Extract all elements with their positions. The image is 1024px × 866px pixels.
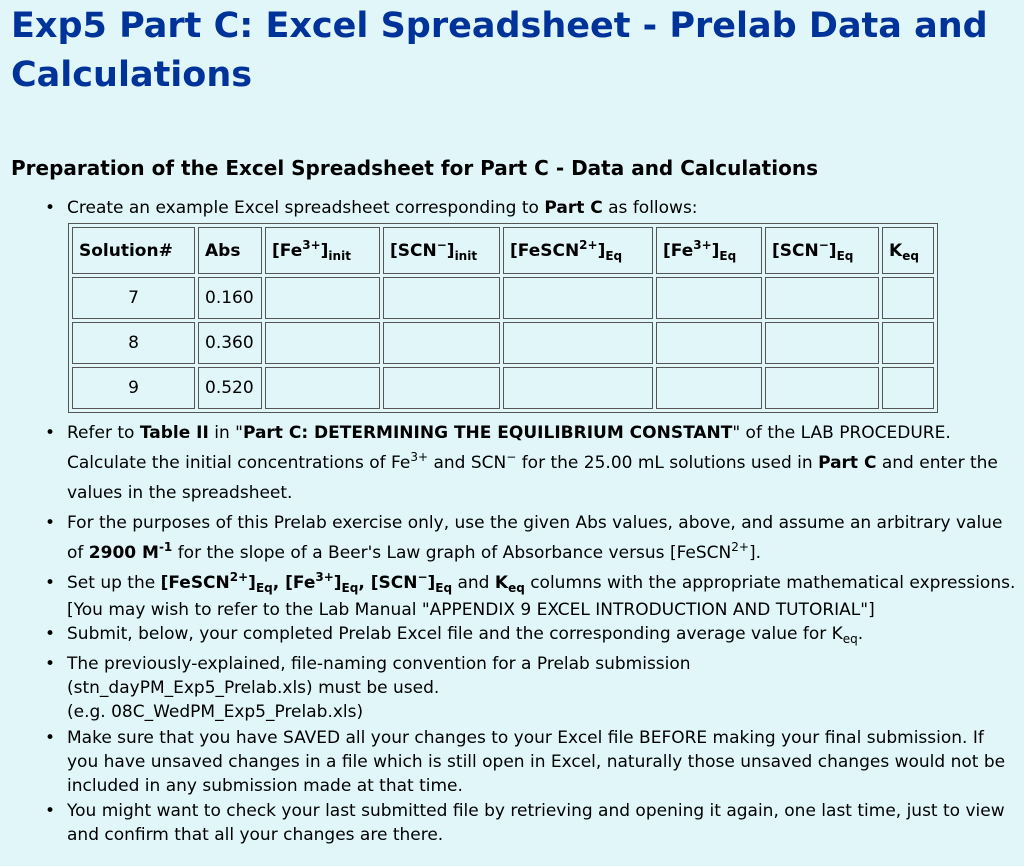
list-item-setup-columns: • Set up the $[FeSCN^{2+}]_{Eq}$, $[Fe^{3+}]_{Eq}$, $[SCN^-]_{Eq}$ and $K_{eq}$ columns with the appropriate mathematical expressions. [You may wish to refer to the Lab Manual "APPENDIX 9 EXCEL INTRODUCTION AND TUTORIAL"]	[67, 568, 1017, 622]
table-row	[72, 367, 934, 409]
intro-bold: Part C	[544, 198, 603, 218]
cell-solution[interactable]: 8	[72, 322, 195, 364]
appendix-note: [You may wish to refer to the Lab Manual "APPENDIX 9 EXCEL INTRODUCTION AND TUTORIAL"]	[67, 600, 875, 620]
cell-fescn-eq[interactable]	[503, 277, 653, 319]
col-header-fescn-eq: $[FeSCN^{2+}]_{Eq}$	[503, 227, 653, 274]
intro-text: Create an example Excel spreadsheet corresponding to	[67, 198, 545, 218]
list-item-file-naming: • The previously-explained, file-naming convention for a Prelab submission (stn_dayPM_Exp5_Prelab.xls) must be used. (e.g. 08C_WedPM_Exp5_Prelab.xls)	[67, 652, 1017, 724]
list-item-submit: • Submit, below, your completed Prelab Excel file and the corresponding average value for $K_{eq}$.	[67, 622, 1017, 646]
cell-scn-init[interactable]	[383, 322, 500, 364]
cell-keq[interactable]	[882, 322, 934, 364]
list-item-save-changes: • Make sure that you have SAVED all your changes to your Excel file BEFORE making your final submission. If you have unsaved changes in a file which is still open in Excel, naturally those unsaved changes would not be included in any submission made at that time.	[67, 726, 1017, 798]
list-item-check-file: • You might want to check your last submitted file by retrieving and opening it again, one last time, just to view and confirm that all your changes are there.	[67, 799, 1017, 847]
intro-after: as follows:	[602, 198, 698, 218]
col-header-abs: Abs	[198, 227, 262, 274]
cell-scn-init[interactable]	[383, 277, 500, 319]
col-header-scn-eq: $[SCN^-]_{Eq}$	[765, 227, 879, 274]
table-row	[72, 322, 934, 364]
list-item-intro	[67, 196, 1017, 413]
cell-fescn-eq[interactable]	[503, 322, 653, 364]
cell-abs[interactable]: 0.160	[198, 277, 262, 319]
spreadsheet-table	[68, 223, 938, 413]
cell-fe-init[interactable]	[265, 322, 380, 364]
col-header-fe-eq: $[Fe^{3+}]_{Eq}$	[656, 227, 762, 274]
cell-abs[interactable]: 0.360	[198, 322, 262, 364]
cell-fe-init[interactable]	[265, 277, 380, 319]
cell-scn-init[interactable]	[383, 367, 500, 409]
cell-keq[interactable]	[882, 277, 934, 319]
cell-fescn-eq[interactable]	[503, 367, 653, 409]
cell-scn-eq[interactable]	[765, 322, 879, 364]
cell-scn-eq[interactable]	[765, 367, 879, 409]
cell-abs[interactable]: 0.520	[198, 367, 262, 409]
cell-fe-eq[interactable]	[656, 322, 762, 364]
col-header-scn-init: $[SCN^-]_{init}$	[383, 227, 500, 274]
section-heading: Preparation of the Excel Spreadsheet for Part C - Data and Calculations	[11, 156, 818, 180]
page-title: Exp5 Part C: Excel Spreadsheet - Prelab Data and Calculations	[11, 6, 988, 95]
cell-solution[interactable]: 9	[72, 367, 195, 409]
cell-fe-eq[interactable]	[656, 367, 762, 409]
cell-fe-eq[interactable]	[656, 277, 762, 319]
list-item-table-ii: • Refer to Table II in "Part C: DETERMINING THE EQUILIBRIUM CONSTANT" of the LAB PROCEDURE. Calculate the initial concentrations of $Fe^{3+}$ and SCN− for the 25.00 mL solutions used in Part C and enter the values in the spreadsheet.	[67, 418, 1017, 508]
list-item-beers-law: • For the purposes of this Prelab exercise only, use the given Abs values, above, and assume an arbitrary value of 2900 $M^{-1}$ for the slope of a Beer's Law graph of Absorbance versus [FeSCN$^{2+}$].	[67, 508, 1017, 568]
cell-fe-init[interactable]	[265, 367, 380, 409]
instruction-list	[67, 196, 1017, 847]
table-header-row	[72, 227, 934, 274]
col-header-fe-init: $[Fe^{3+}]_{init}$	[265, 227, 380, 274]
cell-scn-eq[interactable]	[765, 277, 879, 319]
col-header-solution: Solution#	[72, 227, 195, 274]
table-row	[72, 277, 934, 319]
cell-keq[interactable]	[882, 367, 934, 409]
cell-solution[interactable]: 7	[72, 277, 195, 319]
col-header-keq: $K_{eq}$	[882, 227, 934, 274]
